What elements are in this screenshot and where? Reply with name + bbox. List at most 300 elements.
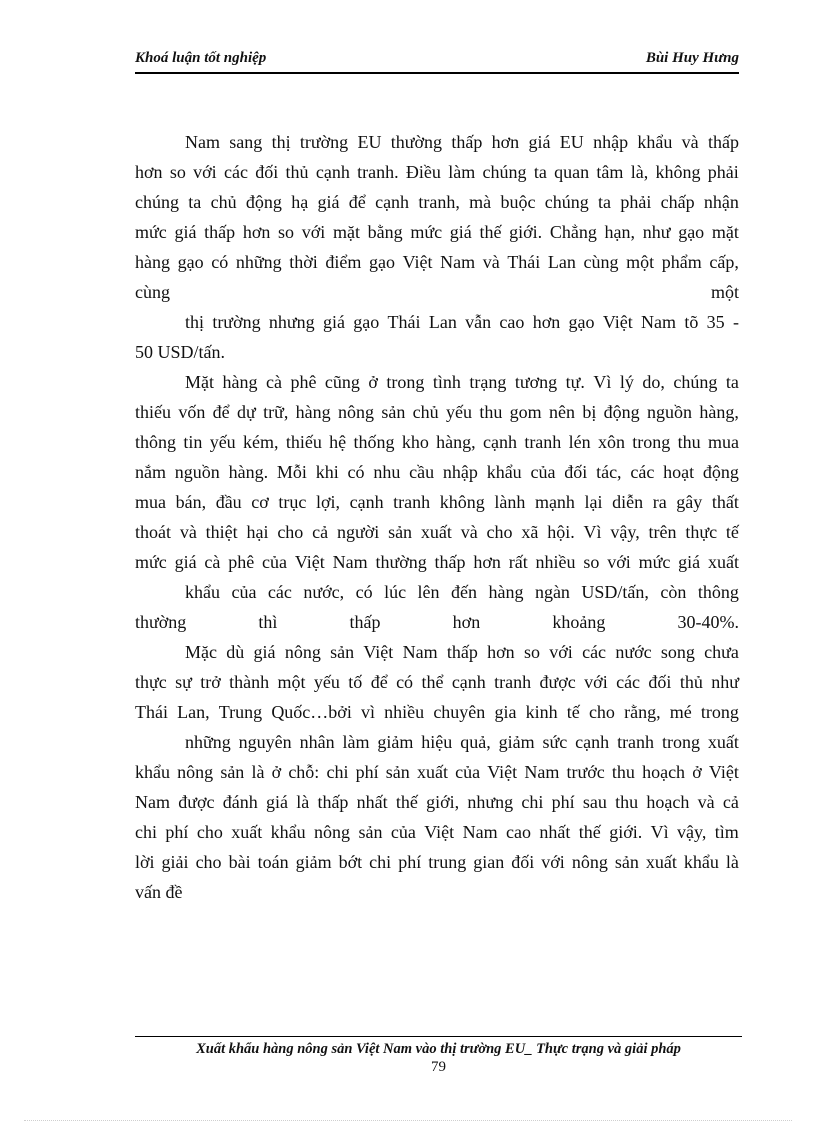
word: Vì bbox=[583, 522, 602, 542]
word: Nam bbox=[462, 822, 498, 842]
word: cùng bbox=[583, 252, 619, 272]
word: là bbox=[725, 852, 739, 872]
word: giá bbox=[449, 222, 472, 242]
word: cạnh bbox=[315, 162, 350, 182]
word: trữ, bbox=[263, 402, 289, 422]
word: Vì bbox=[650, 822, 669, 842]
word: đối bbox=[255, 162, 279, 182]
word: Mặt bbox=[185, 372, 214, 392]
page-number: 79 bbox=[431, 1059, 446, 1075]
word: Mặc bbox=[185, 642, 217, 662]
word: của bbox=[390, 822, 416, 842]
word: cà bbox=[265, 372, 282, 392]
word: kém, bbox=[243, 432, 279, 452]
word: Lan bbox=[547, 252, 576, 272]
word: có bbox=[211, 252, 229, 272]
word: động bbox=[245, 192, 282, 212]
text-line bbox=[135, 787, 739, 817]
word: làm bbox=[342, 732, 370, 752]
text-line bbox=[135, 727, 739, 757]
word: Trung bbox=[218, 702, 263, 722]
word: bài bbox=[228, 852, 251, 872]
word: các bbox=[616, 672, 641, 692]
word: nhưng bbox=[467, 792, 514, 812]
word: EU bbox=[559, 132, 584, 152]
word: chúng bbox=[544, 192, 589, 212]
word: điểm bbox=[325, 252, 362, 272]
word: nhập bbox=[593, 132, 629, 152]
word: những bbox=[235, 252, 282, 272]
word: bán, bbox=[175, 492, 207, 512]
word: hơn bbox=[532, 312, 561, 332]
word: bị bbox=[582, 402, 597, 422]
word: Nam bbox=[641, 312, 677, 332]
word: 30-40%. bbox=[677, 612, 739, 632]
word: sản bbox=[385, 762, 410, 782]
word: Việt bbox=[294, 552, 325, 572]
word: bớt bbox=[338, 852, 363, 872]
word: Nam bbox=[402, 642, 438, 662]
text-line bbox=[135, 397, 739, 427]
word: trung bbox=[428, 852, 467, 872]
word: cả bbox=[722, 792, 739, 812]
word: do, bbox=[642, 372, 665, 392]
text-line: vấn đề bbox=[135, 882, 183, 902]
text-line bbox=[135, 127, 739, 157]
word: mà bbox=[469, 192, 492, 212]
word: Nam bbox=[524, 762, 560, 782]
word: thu bbox=[677, 432, 701, 452]
word: thị bbox=[271, 132, 291, 152]
page-bottom-border bbox=[24, 1120, 792, 1121]
word: động bbox=[603, 402, 640, 422]
word: nước bbox=[615, 642, 652, 662]
word: hiệu bbox=[421, 732, 453, 752]
word: mức bbox=[135, 552, 167, 572]
text-line bbox=[135, 817, 739, 847]
word: Lan, bbox=[177, 702, 210, 722]
word: cà bbox=[204, 552, 221, 572]
word: Mỗi bbox=[276, 462, 307, 482]
word: để bbox=[370, 672, 388, 692]
word: phí bbox=[355, 762, 379, 782]
word: gạo bbox=[368, 252, 395, 272]
word: nhận bbox=[703, 192, 739, 212]
text-line bbox=[135, 457, 739, 487]
word: thì bbox=[258, 612, 278, 632]
word: hàng, bbox=[699, 402, 739, 422]
word: thế bbox=[479, 222, 502, 242]
word: và bbox=[482, 252, 500, 272]
word: khẩu bbox=[185, 582, 220, 602]
word: trạng bbox=[469, 372, 507, 392]
word: thấp bbox=[446, 642, 478, 662]
word: hơn bbox=[491, 132, 520, 152]
word: giới. bbox=[509, 222, 543, 242]
word: USD/tấn, bbox=[581, 582, 649, 602]
word: hàng bbox=[222, 372, 258, 392]
word: rằng, bbox=[624, 702, 661, 722]
footer-divider bbox=[135, 1036, 742, 1037]
word: tự. bbox=[565, 372, 585, 392]
word: ta bbox=[533, 162, 547, 182]
word: tranh bbox=[393, 492, 431, 512]
word: đầu bbox=[215, 492, 242, 512]
word: thường bbox=[390, 132, 443, 152]
word: gom bbox=[509, 402, 542, 422]
word: xuất bbox=[707, 552, 739, 572]
word: lên bbox=[417, 582, 440, 602]
word: trường bbox=[299, 132, 349, 152]
word: chi bbox=[369, 852, 392, 872]
word: giá bbox=[174, 222, 197, 242]
word: xuất bbox=[416, 762, 448, 782]
word: yếu bbox=[445, 402, 472, 422]
word: cả bbox=[312, 522, 329, 542]
word: cạnh bbox=[375, 192, 410, 212]
word: cho bbox=[486, 522, 513, 542]
word: của bbox=[455, 762, 481, 782]
word: thống bbox=[353, 432, 395, 452]
word: Việt bbox=[424, 822, 455, 842]
word: vì bbox=[360, 702, 375, 722]
word: khi bbox=[315, 462, 339, 482]
word: cạnh bbox=[451, 672, 486, 692]
word: một bbox=[626, 252, 655, 272]
word: của bbox=[530, 462, 556, 482]
text-line bbox=[135, 577, 739, 607]
word: nguồn bbox=[647, 402, 692, 422]
word: sản bbox=[358, 822, 383, 842]
word: giá bbox=[528, 132, 551, 152]
word: tế bbox=[725, 522, 739, 542]
word: hơn bbox=[452, 612, 481, 632]
word: cơ bbox=[251, 492, 269, 512]
word: quả, bbox=[460, 732, 491, 752]
word: gian bbox=[473, 852, 505, 872]
word: thực bbox=[135, 672, 167, 692]
word: xuất bbox=[645, 852, 677, 872]
word: tranh bbox=[524, 432, 562, 452]
word: - bbox=[732, 312, 739, 332]
word: 35 bbox=[706, 312, 725, 332]
word: mức bbox=[135, 222, 167, 242]
word: lén bbox=[568, 432, 591, 452]
word: sức bbox=[542, 732, 568, 752]
text-line bbox=[135, 217, 739, 247]
word: tố bbox=[348, 672, 363, 692]
word: thường bbox=[135, 612, 187, 632]
word: là, bbox=[630, 162, 649, 182]
word: so bbox=[583, 552, 600, 572]
word: các bbox=[582, 642, 607, 662]
word: nông bbox=[284, 642, 321, 662]
word: Việt bbox=[708, 762, 739, 782]
word: Nam bbox=[440, 252, 476, 272]
word: chấp bbox=[660, 192, 695, 212]
word: nhất bbox=[356, 792, 388, 812]
word: nhân bbox=[299, 732, 335, 752]
word: Vì bbox=[593, 372, 612, 392]
word: trường bbox=[212, 312, 261, 332]
word: trên bbox=[648, 522, 677, 542]
word: lành bbox=[494, 492, 526, 512]
word: ta bbox=[598, 192, 612, 212]
word: hội. bbox=[547, 522, 575, 542]
word: các bbox=[223, 162, 248, 182]
word: nhưng bbox=[268, 312, 315, 332]
word: chi bbox=[521, 792, 544, 812]
word: EU bbox=[357, 132, 382, 152]
word: như bbox=[711, 672, 739, 692]
word: gạo bbox=[568, 312, 595, 332]
word: nhu bbox=[373, 462, 401, 482]
word: khẩu bbox=[683, 852, 719, 872]
word: ta bbox=[725, 372, 739, 392]
word: thị bbox=[185, 312, 205, 332]
word: thành bbox=[229, 672, 270, 692]
word: cho bbox=[195, 852, 222, 872]
text-line-spread bbox=[135, 277, 739, 307]
word: nông bbox=[571, 852, 608, 872]
word: tương bbox=[514, 372, 558, 392]
text-line: 50 USD/tấn. bbox=[135, 342, 225, 362]
header-author-name: Bùi Huy Hưng bbox=[645, 50, 739, 66]
word: mua bbox=[707, 432, 739, 452]
word: không bbox=[655, 162, 701, 182]
word: nông bbox=[177, 762, 214, 782]
word: xôn bbox=[597, 432, 625, 452]
word: phê bbox=[290, 372, 317, 392]
word: sự bbox=[175, 672, 192, 692]
word: tin bbox=[183, 432, 203, 452]
word: Việt bbox=[402, 252, 433, 272]
word: chúng bbox=[482, 162, 527, 182]
word: khoảng bbox=[552, 612, 606, 632]
word: trong bbox=[386, 372, 425, 392]
word: lý bbox=[619, 372, 634, 392]
word: lợi, bbox=[315, 492, 340, 512]
word: ở bbox=[271, 762, 282, 782]
word: giá bbox=[265, 792, 288, 812]
word: xuất bbox=[231, 822, 263, 842]
word: thế bbox=[395, 792, 418, 812]
word: phí bbox=[551, 792, 575, 812]
word: nông bbox=[338, 402, 374, 422]
word: thông bbox=[135, 432, 177, 452]
word: có bbox=[355, 582, 373, 602]
word: so bbox=[169, 162, 186, 182]
word: không bbox=[439, 492, 485, 512]
word: ở bbox=[692, 762, 702, 782]
word: tác, bbox=[596, 462, 622, 482]
word: thấp bbox=[434, 552, 466, 572]
text-line bbox=[135, 307, 739, 337]
word: cấp, bbox=[709, 252, 739, 272]
word: dự bbox=[236, 402, 256, 422]
word: sau bbox=[582, 792, 607, 812]
word: của bbox=[262, 552, 288, 572]
word: thiếu bbox=[285, 432, 322, 452]
word: mé bbox=[669, 702, 692, 722]
word: được bbox=[539, 672, 576, 692]
word: ngàn bbox=[534, 582, 570, 602]
word: chúng bbox=[135, 192, 179, 212]
word: vốn bbox=[178, 402, 206, 422]
word: tế bbox=[566, 702, 580, 722]
word: cao bbox=[499, 312, 525, 332]
word: thời bbox=[289, 252, 318, 272]
word: sản bbox=[220, 762, 245, 782]
word: như bbox=[642, 222, 671, 242]
word: ta bbox=[188, 192, 202, 212]
word: với bbox=[584, 672, 608, 692]
word: hoạch bbox=[642, 762, 686, 782]
word: khẩu bbox=[135, 762, 170, 782]
word: nhất bbox=[539, 822, 571, 842]
word: thế bbox=[578, 822, 601, 842]
word: là bbox=[296, 792, 310, 812]
word: hơn bbox=[473, 552, 501, 572]
word: một bbox=[277, 672, 306, 692]
word: Thái bbox=[387, 312, 421, 332]
word: khẩu bbox=[637, 132, 673, 152]
word: tìm bbox=[714, 822, 739, 842]
word: rất bbox=[508, 552, 528, 572]
word: và bbox=[697, 792, 715, 812]
word: để bbox=[348, 192, 366, 212]
word: kinh bbox=[525, 702, 558, 722]
word: với bbox=[193, 162, 217, 182]
word: hơn bbox=[135, 162, 163, 182]
word: nên bbox=[549, 402, 575, 422]
word: phê bbox=[228, 552, 255, 572]
word: giá bbox=[678, 552, 701, 572]
text-line bbox=[135, 697, 739, 727]
word: phí bbox=[398, 852, 422, 872]
word: gia bbox=[494, 702, 517, 722]
word: trong bbox=[700, 702, 739, 722]
word: với bbox=[301, 222, 326, 242]
text-line bbox=[135, 667, 739, 697]
text-line bbox=[135, 487, 739, 517]
word: có bbox=[347, 462, 365, 482]
word: song bbox=[660, 642, 695, 662]
word: gây bbox=[676, 492, 703, 512]
word: một bbox=[710, 282, 739, 302]
word: giá bbox=[317, 192, 340, 212]
word: hoạch bbox=[646, 792, 690, 812]
word: thất bbox=[711, 492, 739, 512]
word: hàng, bbox=[436, 432, 476, 452]
word: các bbox=[267, 582, 292, 602]
word: so bbox=[523, 642, 540, 662]
word: nắm bbox=[135, 462, 166, 482]
word: so bbox=[278, 222, 295, 242]
word: Thái bbox=[135, 702, 168, 722]
word: Chẳng bbox=[549, 222, 597, 242]
word: giảm bbox=[498, 732, 535, 752]
word: cùng bbox=[135, 282, 170, 302]
text-line bbox=[135, 187, 739, 217]
word: giới, bbox=[426, 792, 460, 812]
body-text bbox=[135, 127, 739, 907]
word: lời bbox=[135, 852, 155, 872]
word: hệ bbox=[329, 432, 347, 452]
word: trong bbox=[661, 732, 700, 752]
word: nhiều bbox=[535, 552, 576, 572]
word: yếu bbox=[209, 432, 236, 452]
word: hạ bbox=[291, 192, 309, 212]
word: Thái bbox=[507, 252, 541, 272]
word: những bbox=[185, 732, 231, 752]
word: tõ bbox=[684, 312, 699, 332]
text-line bbox=[135, 757, 739, 787]
word: Quốc…bởi bbox=[271, 702, 352, 722]
word: toán bbox=[257, 852, 289, 872]
word: Việt bbox=[487, 762, 518, 782]
word: sang bbox=[229, 132, 263, 152]
word: mặt bbox=[332, 222, 360, 242]
word: cạnh bbox=[349, 492, 384, 512]
word: mặt bbox=[711, 222, 739, 242]
word: tình bbox=[432, 372, 461, 392]
word: thủ bbox=[679, 672, 703, 692]
word: thấp bbox=[204, 222, 236, 242]
word: nguyên bbox=[238, 732, 292, 752]
word: trong bbox=[632, 432, 671, 452]
text-line-spread bbox=[135, 607, 739, 637]
word: hơn bbox=[242, 222, 271, 242]
word: Việt bbox=[363, 642, 394, 662]
word: khẩu bbox=[270, 822, 306, 842]
word: mức bbox=[638, 552, 671, 572]
word: thấp bbox=[317, 792, 349, 812]
word: chủ bbox=[210, 192, 237, 212]
word: hàng. bbox=[228, 462, 269, 482]
header-thesis-label: Khoá luận tốt nghiệp bbox=[135, 50, 267, 66]
word: thường bbox=[375, 552, 427, 572]
word: đối bbox=[564, 462, 588, 482]
word: bằng bbox=[367, 222, 403, 242]
text-line bbox=[135, 157, 739, 187]
word: diễn bbox=[612, 492, 644, 512]
word: của bbox=[231, 582, 257, 602]
word: tranh. bbox=[357, 162, 399, 182]
word: hại bbox=[246, 522, 269, 542]
word: Nam bbox=[332, 552, 368, 572]
word: chi bbox=[326, 762, 349, 782]
word: chỗ: bbox=[288, 762, 320, 782]
word: dù bbox=[226, 642, 245, 662]
word: giảm bbox=[377, 732, 414, 752]
word: sản bbox=[388, 522, 413, 542]
word: có bbox=[396, 672, 414, 692]
word: Lan bbox=[428, 312, 457, 332]
word: cho bbox=[196, 822, 223, 842]
word: trở bbox=[200, 672, 221, 692]
word: mức bbox=[410, 222, 443, 242]
page-header bbox=[135, 50, 739, 74]
word: thể bbox=[421, 672, 444, 692]
word: phí bbox=[165, 822, 189, 842]
word: thấp bbox=[349, 612, 381, 632]
word: giá bbox=[253, 642, 276, 662]
text-line bbox=[135, 637, 739, 667]
word: tâm bbox=[596, 162, 624, 182]
word: tranh bbox=[617, 732, 655, 752]
word: và bbox=[681, 132, 699, 152]
